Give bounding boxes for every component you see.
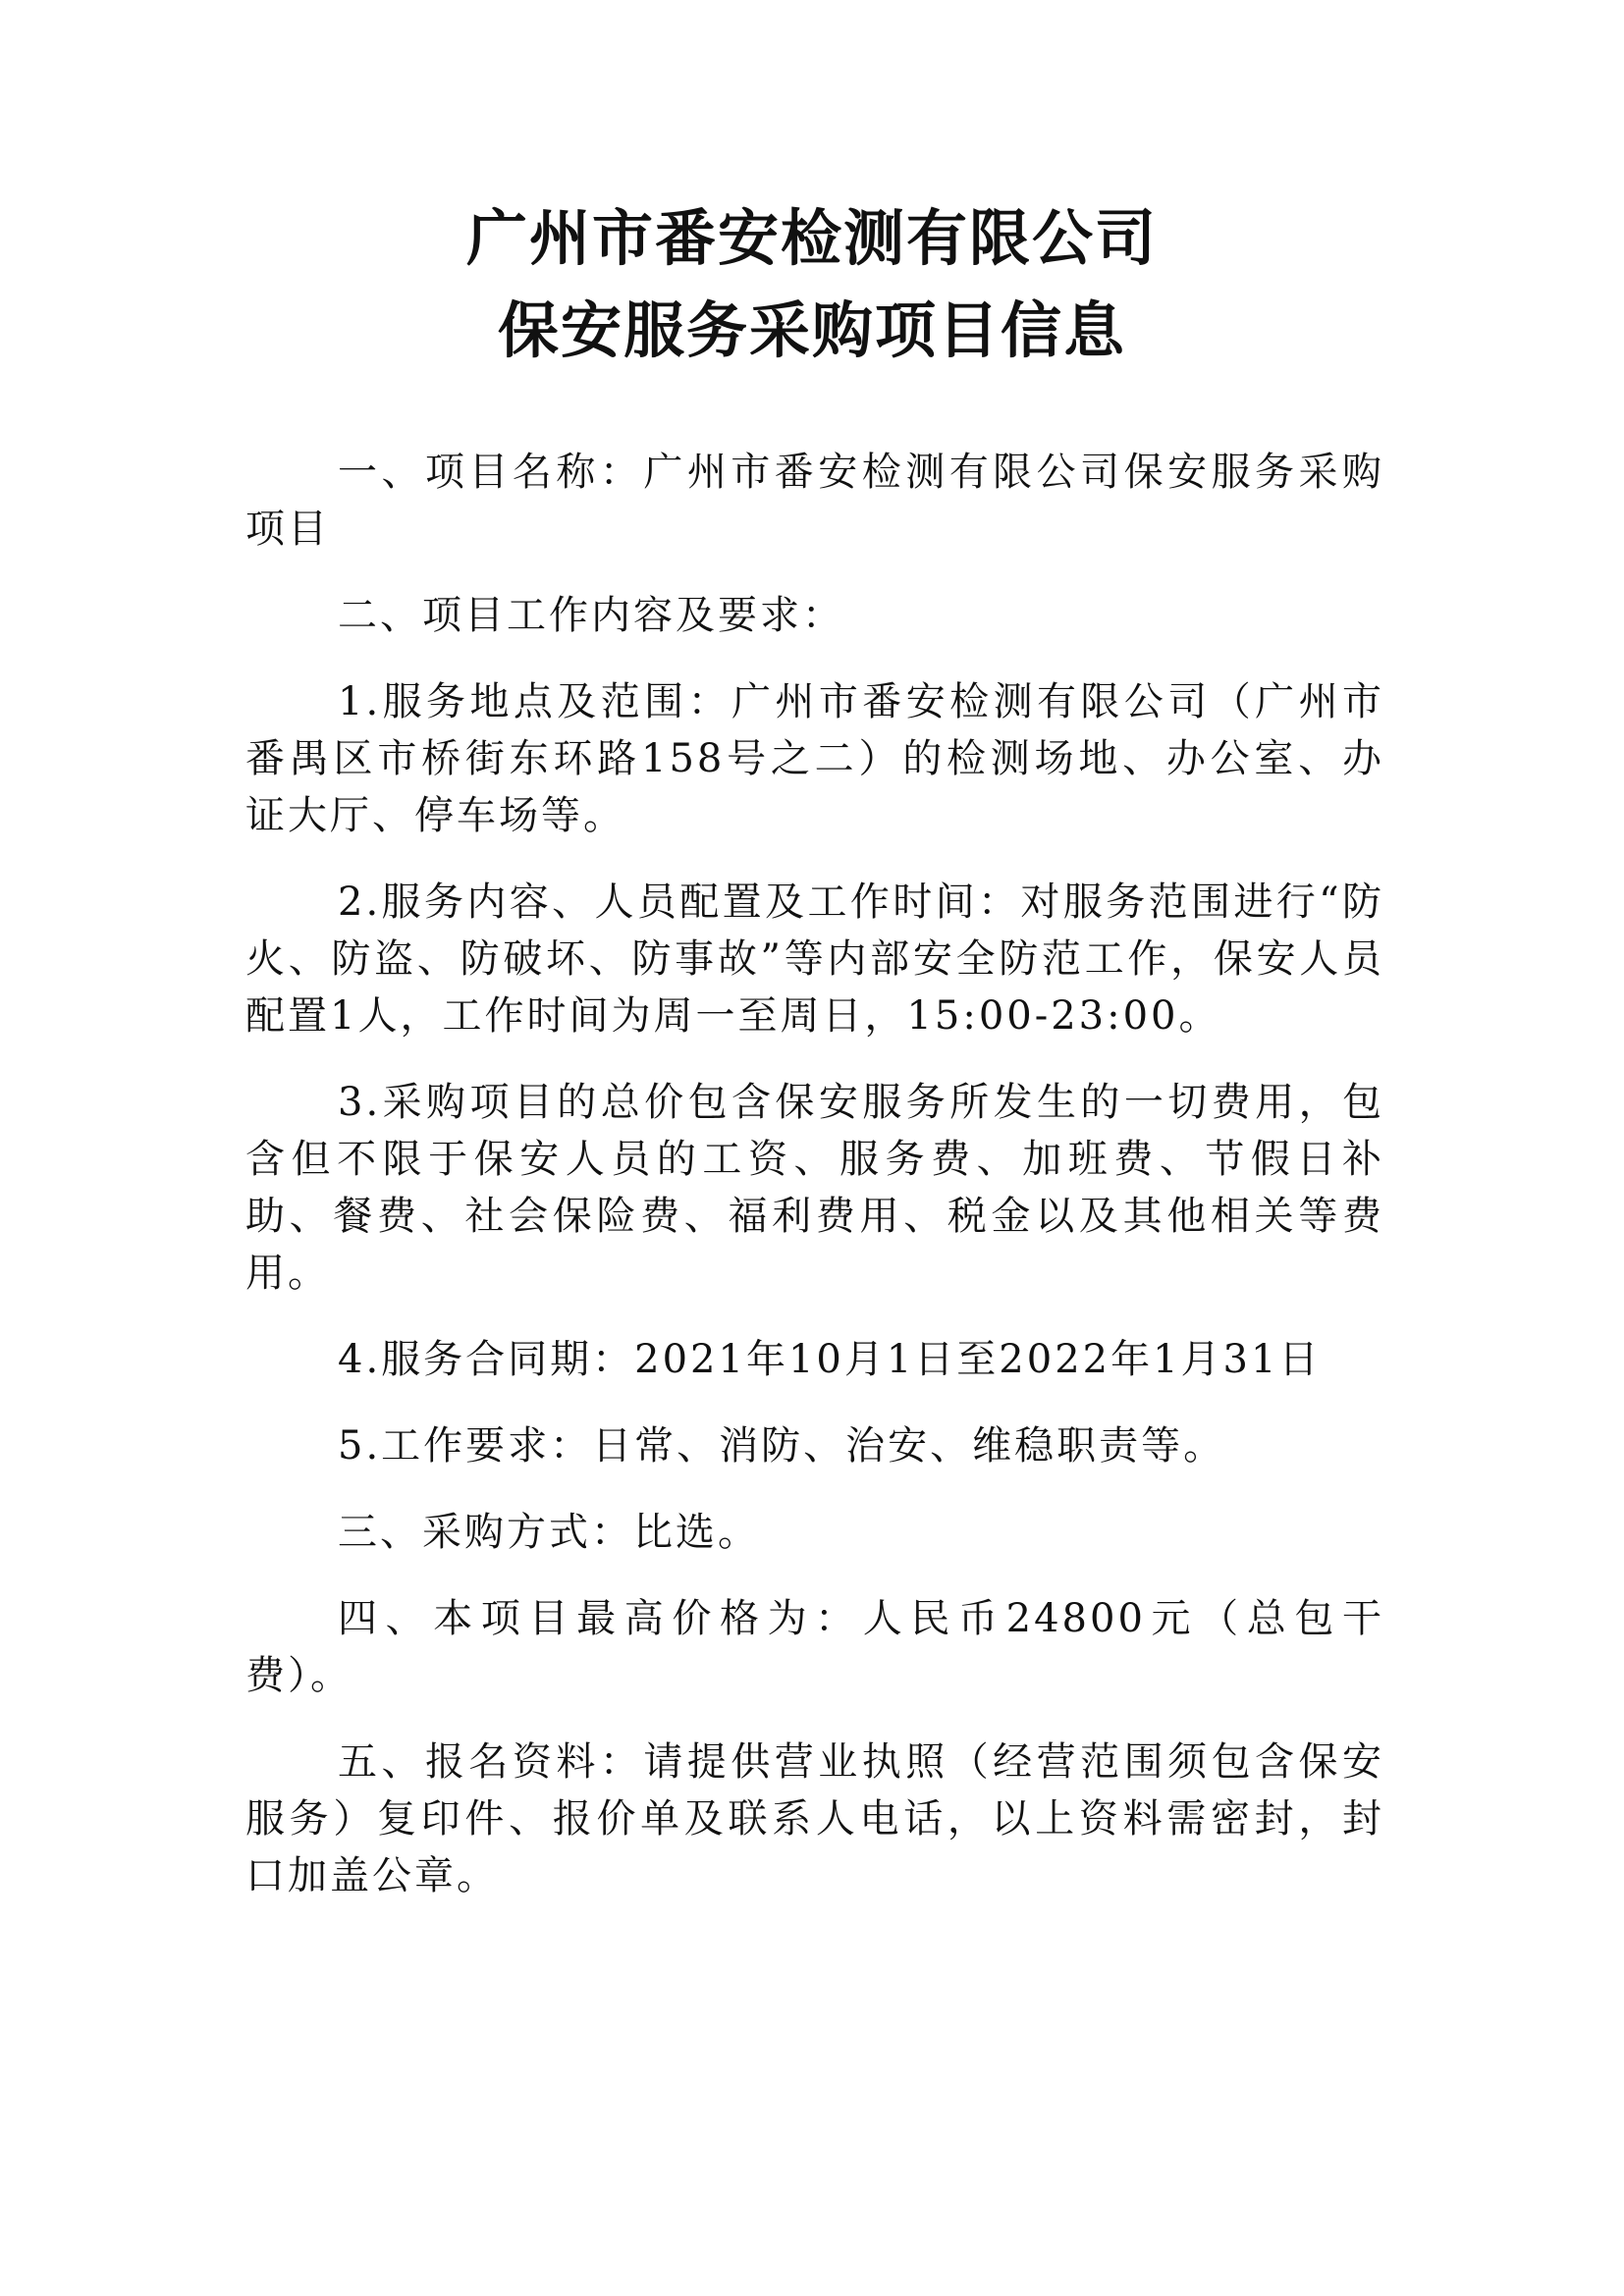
document-body <box>245 444 1384 1934</box>
document-title <box>0 192 1624 377</box>
paragraph-contract-period: 4.服务合同期：2021年10月1日至2022年1月31日 <box>338 1337 1322 1382</box>
paragraph-project-name: 一、项目名称：广州市番安检测有限公司保安服务采购项目 <box>245 450 1384 552</box>
paragraph-service-content: 2.服务内容、人员配置及工作时间：对服务范围进行“防火、防盗、防破坏、防事故”等内部安全防范工作，保安人员配置1人，工作时间为周一至周日，15:00-23:00。 <box>245 880 1384 1039</box>
paragraph-work-duties: 5.工作要求：日常、消防、治安、维稳职责等。 <box>338 1423 1226 1468</box>
paragraph-procurement-method: 三、采购方式：比选。 <box>338 1510 760 1555</box>
paragraph-registration-materials: 五、报名资料：请提供营业执照（经营范围须包含保安服务）复印件、报价单及联系人电话，以上资料需密封，封口加盖公章。 <box>245 1739 1384 1898</box>
title-line-company: 广州市番安检测有限公司 <box>465 202 1158 274</box>
paragraph-total-price-scope: 3.采购项目的总价包含保安服务所发生的一切费用，包含但不限于保安人员的工资、服务费、加班费、节假日补助、餐费、社会保险费、福利费用、税金以及其他相关等费用。 <box>245 1080 1384 1296</box>
paragraph-service-location: 1.服务地点及范围：广州市番安检测有限公司（广州市番禺区市桥街东环路158号之二）的检测场地、办公室、办证大厅、停车场等。 <box>245 679 1384 838</box>
paragraph-work-requirements-heading: 二、项目工作内容及要求： <box>338 593 844 638</box>
paragraph-max-price: 四、本项目最高价格为：人民币24800元（总包干费）。 <box>245 1596 1384 1698</box>
title-line-project: 保安服务采购项目信息 <box>497 294 1126 366</box>
